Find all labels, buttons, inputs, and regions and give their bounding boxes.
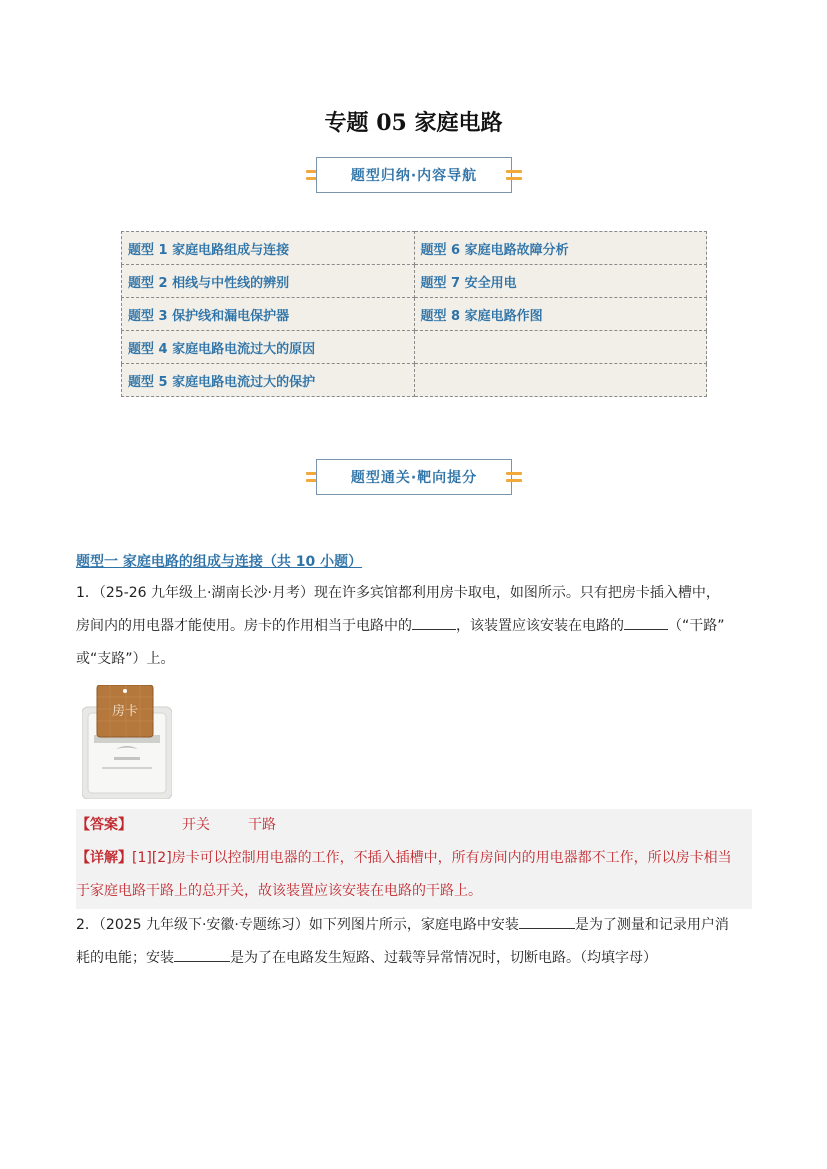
nav-item-topic-7[interactable]: 题型 7 安全用电 (414, 265, 707, 298)
answer-line (76, 809, 752, 842)
banner-right-deco (506, 469, 522, 485)
answer-panel (76, 809, 752, 909)
table-row (122, 331, 707, 364)
nav-item-topic-8[interactable]: 题型 8 家庭电路作图 (414, 298, 707, 331)
question-text: 耗的电能；安装 (76, 950, 174, 966)
table-row (122, 265, 707, 298)
detail-line (76, 842, 752, 875)
table-row (122, 364, 707, 397)
table-row (122, 232, 707, 265)
question-2 (76, 909, 752, 975)
question-text: 是为了测量和记录用户消 (574, 917, 729, 933)
answer-value-2: 干路 (248, 817, 276, 833)
question-1 (76, 577, 752, 676)
answer-blank[interactable] (519, 912, 575, 929)
banner-label: 题型通关·靶向提分 (316, 459, 512, 495)
table-row (122, 298, 707, 331)
banner-content-nav (306, 157, 522, 197)
question-text-line: 1．（25-26 九年级上·湖南长沙·月考）现在许多宾馆都利用房卡取电，如图所示。只有把房卡插入槽中， (76, 585, 720, 601)
question-text: ，该装置应该安装在电路的 (456, 618, 624, 634)
banner-label: 题型归纳·内容导航 (316, 157, 512, 193)
nav-item-topic-4[interactable]: 题型 4 家庭电路电流过大的原因 (122, 331, 415, 364)
detail-line: 于家庭电路干路上的总开关，故该装置应该安装在电路的干路上。 (76, 883, 482, 899)
card-label: 房卡 (111, 704, 139, 719)
room-card-switch-image (82, 685, 172, 799)
nav-empty-cell (414, 364, 707, 397)
question-text: （“干路” (668, 618, 725, 634)
answer-blank[interactable] (412, 613, 456, 630)
question-text-line (76, 942, 752, 975)
nav-item-topic-5[interactable]: 题型 5 家庭电路电流过大的保护 (122, 364, 415, 397)
nav-item-topic-2[interactable]: 题型 2 相线与中性线的辨别 (122, 265, 415, 298)
nav-item-topic-6[interactable]: 题型 6 家庭电路故障分析 (414, 232, 707, 265)
document-title: 专题 05 家庭电路 (324, 110, 503, 136)
topic-nav-table (121, 231, 707, 397)
nav-item-topic-1[interactable]: 题型 1 家庭电路组成与连接 (122, 232, 415, 265)
answer-blank[interactable] (174, 945, 230, 962)
answer-blank[interactable] (624, 613, 668, 630)
answer-tag: 【答案】 (76, 817, 132, 833)
banner-practice (306, 459, 522, 499)
nav-empty-cell (414, 331, 707, 364)
banner-right-deco (506, 167, 522, 183)
section-heading[interactable]: 题型一 家庭电路的组成与连接（共 10 小题） (76, 554, 363, 570)
question-text: 房间内的用电器才能使用。房卡的作用相当于电路中的 (76, 618, 412, 634)
question-text-line (76, 610, 752, 643)
question-text-line (76, 909, 752, 942)
nav-item-topic-3[interactable]: 题型 3 保护线和漏电保护器 (122, 298, 415, 331)
question-text-line: 或“支路”）上。 (76, 651, 175, 667)
detail-text: [1][2]房卡可以控制用电器的工作，不插入插槽中，所有房间内的用电器都不工作，所以房卡相当 (132, 850, 732, 866)
answer-value-1: 开关 (182, 817, 210, 833)
question-text: 2．（2025 九年级下·安徽·专题练习）如下列图片所示，家庭电路中安装 (76, 917, 519, 933)
question-text: 是为了在电路发生短路、过载等异常情况时，切断电路。（均填字母） (230, 950, 657, 966)
detail-tag: 【详解】 (76, 850, 132, 866)
